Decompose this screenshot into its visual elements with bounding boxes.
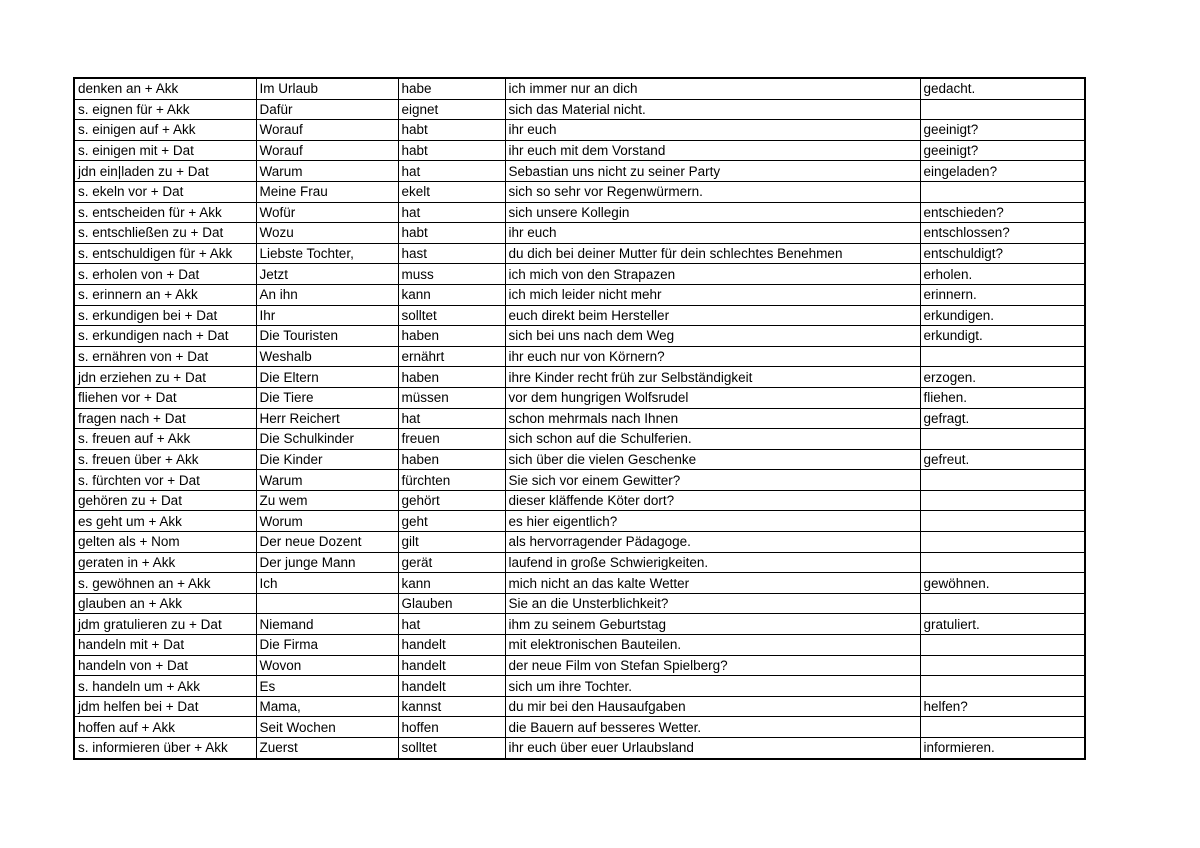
verb-phrase-cell: s. fürchten vor + Dat xyxy=(74,470,256,491)
sentence-middle-cell: du mir bei den Hausaufgaben xyxy=(505,696,920,717)
verb-phrase-cell: s. freuen über + Akk xyxy=(74,449,256,470)
sentence-middle-cell: es hier eigentlich? xyxy=(505,511,920,532)
sentence-end-cell xyxy=(920,552,1085,573)
table-row xyxy=(74,511,1085,532)
table-row xyxy=(74,408,1085,429)
sentence-end-cell xyxy=(920,99,1085,120)
sentence-middle-cell: schon mehrmals nach Ihnen xyxy=(505,408,920,429)
sentence-start-cell: Herr Reichert xyxy=(256,408,398,429)
table-row xyxy=(74,99,1085,120)
finite-verb-cell: gilt xyxy=(398,532,505,553)
table-row xyxy=(74,284,1085,305)
finite-verb-cell: handelt xyxy=(398,676,505,697)
finite-verb-cell: kannst xyxy=(398,696,505,717)
table-row xyxy=(74,738,1085,759)
sentence-end-cell: gefreut. xyxy=(920,449,1085,470)
sentence-end-cell: informieren. xyxy=(920,738,1085,759)
sentence-middle-cell: mich nicht an das kalte Wetter xyxy=(505,573,920,594)
sentence-middle-cell: Sie an die Unsterblichkeit? xyxy=(505,593,920,614)
sentence-middle-cell: vor dem hungrigen Wolfsrudel xyxy=(505,387,920,408)
verb-phrase-cell: handeln mit + Dat xyxy=(74,635,256,656)
verb-phrase-cell: s. erkundigen bei + Dat xyxy=(74,305,256,326)
sentence-start-cell: Worauf xyxy=(256,140,398,161)
sentence-middle-cell: du dich bei deiner Mutter für dein schlechtes Benehmen xyxy=(505,243,920,264)
finite-verb-cell: gehört xyxy=(398,490,505,511)
sentence-middle-cell: ihr euch über euer Urlaubsland xyxy=(505,738,920,759)
sentence-start-cell: Wozu xyxy=(256,223,398,244)
verb-preposition-table xyxy=(73,77,1086,760)
sentence-start-cell xyxy=(256,593,398,614)
sentence-end-cell: entschlossen? xyxy=(920,223,1085,244)
verb-phrase-cell: s. erkundigen nach + Dat xyxy=(74,326,256,347)
verb-phrase-cell: s. erholen von + Dat xyxy=(74,264,256,285)
sentence-end-cell: erinnern. xyxy=(920,284,1085,305)
sentence-middle-cell: sich um ihre Tochter. xyxy=(505,676,920,697)
sentence-middle-cell: sich unsere Kollegin xyxy=(505,202,920,223)
table-row xyxy=(74,346,1085,367)
sentence-end-cell: gefragt. xyxy=(920,408,1085,429)
sentence-start-cell: Der junge Mann xyxy=(256,552,398,573)
sentence-end-cell: gewöhnen. xyxy=(920,573,1085,594)
sentence-start-cell: Worauf xyxy=(256,120,398,141)
table-row xyxy=(74,264,1085,285)
table-row xyxy=(74,676,1085,697)
verb-phrase-cell: s. einigen mit + Dat xyxy=(74,140,256,161)
finite-verb-cell: habt xyxy=(398,120,505,141)
sentence-end-cell: eingeladen? xyxy=(920,161,1085,182)
sentence-start-cell: Warum xyxy=(256,470,398,491)
verb-phrase-cell: s. erinnern an + Akk xyxy=(74,284,256,305)
sentence-start-cell: Dafür xyxy=(256,99,398,120)
verb-phrase-cell: jdn erziehen zu + Dat xyxy=(74,367,256,388)
sentence-start-cell: Die Schulkinder xyxy=(256,429,398,450)
sentence-middle-cell: euch direkt beim Hersteller xyxy=(505,305,920,326)
sentence-start-cell: Wovon xyxy=(256,655,398,676)
finite-verb-cell: muss xyxy=(398,264,505,285)
sentence-end-cell: gedacht. xyxy=(920,78,1085,99)
finite-verb-cell: solltet xyxy=(398,738,505,759)
finite-verb-cell: hoffen xyxy=(398,717,505,738)
sentence-start-cell: Ihr xyxy=(256,305,398,326)
sentence-start-cell: Wofür xyxy=(256,202,398,223)
verb-phrase-cell: es geht um + Akk xyxy=(74,511,256,532)
verb-phrase-cell: fragen nach + Dat xyxy=(74,408,256,429)
table-row xyxy=(74,367,1085,388)
table-row xyxy=(74,470,1085,491)
verb-phrase-cell: s. freuen auf + Akk xyxy=(74,429,256,450)
sentence-start-cell: Jetzt xyxy=(256,264,398,285)
table-row xyxy=(74,326,1085,347)
sentence-middle-cell: sich das Material nicht. xyxy=(505,99,920,120)
finite-verb-cell: müssen xyxy=(398,387,505,408)
verb-phrase-cell: s. entscheiden für + Akk xyxy=(74,202,256,223)
sentence-end-cell: entschieden? xyxy=(920,202,1085,223)
sentence-middle-cell: dieser kläffende Köter dort? xyxy=(505,490,920,511)
finite-verb-cell: haben xyxy=(398,449,505,470)
verb-phrase-cell: gehören zu + Dat xyxy=(74,490,256,511)
finite-verb-cell: geht xyxy=(398,511,505,532)
sentence-end-cell xyxy=(920,676,1085,697)
table-row xyxy=(74,614,1085,635)
sentence-middle-cell: ihm zu seinem Geburtstag xyxy=(505,614,920,635)
sentence-start-cell: Meine Frau xyxy=(256,181,398,202)
sentence-end-cell: geeinigt? xyxy=(920,120,1085,141)
sentence-start-cell: Seit Wochen xyxy=(256,717,398,738)
finite-verb-cell: hat xyxy=(398,161,505,182)
finite-verb-cell: ekelt xyxy=(398,181,505,202)
sentence-start-cell: Zuerst xyxy=(256,738,398,759)
verb-phrase-cell: jdn ein|laden zu + Dat xyxy=(74,161,256,182)
sentence-middle-cell: die Bauern auf besseres Wetter. xyxy=(505,717,920,738)
table-row xyxy=(74,161,1085,182)
verb-phrase-cell: s. entschließen zu + Dat xyxy=(74,223,256,244)
finite-verb-cell: freuen xyxy=(398,429,505,450)
sentence-end-cell xyxy=(920,490,1085,511)
finite-verb-cell: Glauben xyxy=(398,593,505,614)
sentence-start-cell: Weshalb xyxy=(256,346,398,367)
sentence-middle-cell: ihre Kinder recht früh zur Selbständigkeit xyxy=(505,367,920,388)
sentence-end-cell xyxy=(920,717,1085,738)
sentence-end-cell: erkundigen. xyxy=(920,305,1085,326)
verb-phrase-cell: hoffen auf + Akk xyxy=(74,717,256,738)
sentence-middle-cell: ihr euch xyxy=(505,223,920,244)
finite-verb-cell: handelt xyxy=(398,635,505,656)
sentence-start-cell: Die Touristen xyxy=(256,326,398,347)
sentence-start-cell: Die Kinder xyxy=(256,449,398,470)
finite-verb-cell: hat xyxy=(398,408,505,429)
finite-verb-cell: haben xyxy=(398,367,505,388)
verb-phrase-cell: glauben an + Akk xyxy=(74,593,256,614)
table-row xyxy=(74,140,1085,161)
sentence-middle-cell: als hervorragender Pädagoge. xyxy=(505,532,920,553)
table-row xyxy=(74,78,1085,99)
sentence-middle-cell: ich immer nur an dich xyxy=(505,78,920,99)
sentence-start-cell: Ich xyxy=(256,573,398,594)
finite-verb-cell: hast xyxy=(398,243,505,264)
sentence-middle-cell: ich mich leider nicht mehr xyxy=(505,284,920,305)
finite-verb-cell: kann xyxy=(398,284,505,305)
table-row xyxy=(74,305,1085,326)
sentence-end-cell: fliehen. xyxy=(920,387,1085,408)
verb-phrase-cell: s. einigen auf + Akk xyxy=(74,120,256,141)
table-row xyxy=(74,573,1085,594)
sentence-end-cell: erkundigt. xyxy=(920,326,1085,347)
verb-phrase-cell: s. ekeln vor + Dat xyxy=(74,181,256,202)
finite-verb-cell: habt xyxy=(398,140,505,161)
table-row xyxy=(74,532,1085,553)
sentence-start-cell: Die Eltern xyxy=(256,367,398,388)
sentence-middle-cell: sich über die vielen Geschenke xyxy=(505,449,920,470)
table-row xyxy=(74,635,1085,656)
verb-phrase-cell: gelten als + Nom xyxy=(74,532,256,553)
finite-verb-cell: fürchten xyxy=(398,470,505,491)
sentence-middle-cell: mit elektronischen Bauteilen. xyxy=(505,635,920,656)
sentence-start-cell: Die Firma xyxy=(256,635,398,656)
verb-phrase-cell: s. informieren über + Akk xyxy=(74,738,256,759)
finite-verb-cell: handelt xyxy=(398,655,505,676)
sentence-middle-cell: ihr euch nur von Körnern? xyxy=(505,346,920,367)
sentence-start-cell: Worum xyxy=(256,511,398,532)
sentence-end-cell: erholen. xyxy=(920,264,1085,285)
verb-phrase-cell: s. eignen für + Akk xyxy=(74,99,256,120)
table-row xyxy=(74,181,1085,202)
sentence-start-cell: Im Urlaub xyxy=(256,78,398,99)
table-row xyxy=(74,202,1085,223)
table-row xyxy=(74,120,1085,141)
table-row xyxy=(74,223,1085,244)
finite-verb-cell: hat xyxy=(398,614,505,635)
table-row xyxy=(74,429,1085,450)
sentence-end-cell xyxy=(920,346,1085,367)
sentence-middle-cell: ihr euch mit dem Vorstand xyxy=(505,140,920,161)
verb-phrase-cell: fliehen vor + Dat xyxy=(74,387,256,408)
finite-verb-cell: solltet xyxy=(398,305,505,326)
finite-verb-cell: gerät xyxy=(398,552,505,573)
sentence-start-cell: Niemand xyxy=(256,614,398,635)
sentence-end-cell: helfen? xyxy=(920,696,1085,717)
sentence-start-cell: Liebste Tochter, xyxy=(256,243,398,264)
table-row xyxy=(74,696,1085,717)
sentence-end-cell xyxy=(920,511,1085,532)
verb-phrase-cell: jdm gratulieren zu + Dat xyxy=(74,614,256,635)
sentence-end-cell xyxy=(920,655,1085,676)
sentence-start-cell: Der neue Dozent xyxy=(256,532,398,553)
table-row xyxy=(74,387,1085,408)
verb-phrase-cell: jdm helfen bei + Dat xyxy=(74,696,256,717)
sentence-end-cell xyxy=(920,593,1085,614)
table-row xyxy=(74,490,1085,511)
sentence-end-cell: geeinigt? xyxy=(920,140,1085,161)
finite-verb-cell: haben xyxy=(398,326,505,347)
table-row xyxy=(74,593,1085,614)
table-row xyxy=(74,243,1085,264)
verb-phrase-cell: s. gewöhnen an + Akk xyxy=(74,573,256,594)
sentence-middle-cell: sich so sehr vor Regenwürmern. xyxy=(505,181,920,202)
sentence-middle-cell: sich schon auf die Schulferien. xyxy=(505,429,920,450)
table-row xyxy=(74,552,1085,573)
verb-phrase-cell: handeln von + Dat xyxy=(74,655,256,676)
table-row xyxy=(74,449,1085,470)
sentence-end-cell xyxy=(920,635,1085,656)
sentence-end-cell xyxy=(920,470,1085,491)
sentence-middle-cell: sich bei uns nach dem Weg xyxy=(505,326,920,347)
finite-verb-cell: habe xyxy=(398,78,505,99)
sentence-end-cell: gratuliert. xyxy=(920,614,1085,635)
sentence-start-cell: Die Tiere xyxy=(256,387,398,408)
finite-verb-cell: hat xyxy=(398,202,505,223)
sentence-middle-cell: ich mich von den Strapazen xyxy=(505,264,920,285)
sentence-start-cell: Es xyxy=(256,676,398,697)
sentence-middle-cell: ihr euch xyxy=(505,120,920,141)
verb-phrase-cell: s. entschuldigen für + Akk xyxy=(74,243,256,264)
sentence-middle-cell: der neue Film von Stefan Spielberg? xyxy=(505,655,920,676)
verb-phrase-cell: s. handeln um + Akk xyxy=(74,676,256,697)
finite-verb-cell: ernährt xyxy=(398,346,505,367)
verb-phrase-cell: denken an + Akk xyxy=(74,78,256,99)
verb-phrase-cell: s. ernähren von + Dat xyxy=(74,346,256,367)
sentence-start-cell: Warum xyxy=(256,161,398,182)
table-body xyxy=(74,78,1085,759)
verb-phrase-cell: geraten in + Akk xyxy=(74,552,256,573)
sentence-end-cell xyxy=(920,429,1085,450)
sentence-end-cell: entschuldigt? xyxy=(920,243,1085,264)
finite-verb-cell: habt xyxy=(398,223,505,244)
sentence-middle-cell: Sie sich vor einem Gewitter? xyxy=(505,470,920,491)
sentence-end-cell xyxy=(920,532,1085,553)
sentence-start-cell: An ihn xyxy=(256,284,398,305)
table-row xyxy=(74,655,1085,676)
sentence-start-cell: Zu wem xyxy=(256,490,398,511)
finite-verb-cell: eignet xyxy=(398,99,505,120)
table-row xyxy=(74,717,1085,738)
sentence-end-cell: erzogen. xyxy=(920,367,1085,388)
sentence-middle-cell: laufend in große Schwierigkeiten. xyxy=(505,552,920,573)
finite-verb-cell: kann xyxy=(398,573,505,594)
sentence-start-cell: Mama, xyxy=(256,696,398,717)
sentence-end-cell xyxy=(920,181,1085,202)
sentence-middle-cell: Sebastian uns nicht zu seiner Party xyxy=(505,161,920,182)
